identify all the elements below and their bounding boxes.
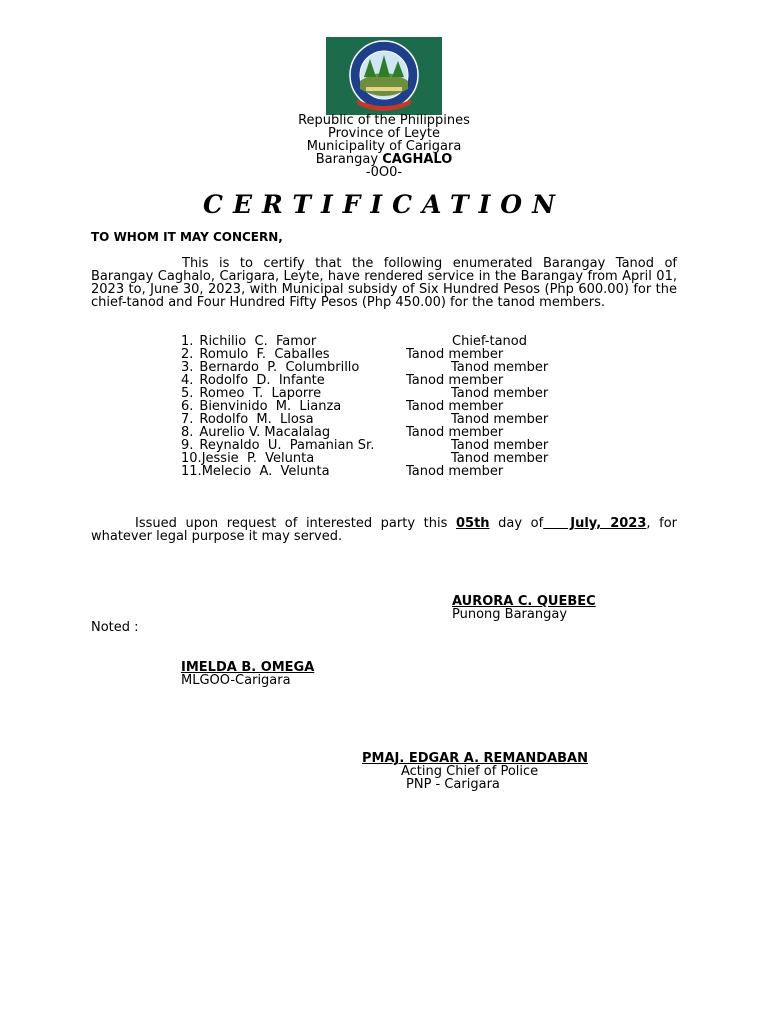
issued-day: 05th (455, 516, 490, 531)
police-name: PMAJ. EDGAR A. REMANDABAN (362, 751, 589, 766)
noted-label: Noted : (91, 620, 139, 635)
barangay-seal-icon (326, 37, 442, 115)
member-name: Bienvinido M. Lianza (199, 399, 342, 414)
member-position: Tanod member (451, 412, 549, 427)
header-municipality: Municipality of Carigara (306, 139, 462, 154)
member-name: Aurelio V. Macalalag (199, 425, 331, 440)
member-num: 5. (181, 386, 194, 401)
member-position: Tanod member (406, 464, 504, 479)
member-name: Romulo F. Caballes (199, 347, 330, 362)
member-position: Tanod member (451, 386, 549, 401)
police-signature-block (362, 752, 588, 791)
certification-body: This is to certify that the following enumerated Barangay Tanod of Barangay Caghalo, Carigara, Leyte, have rendered service in the Barangay from April 01, 2023 to, June 30, 2023, with Municipal subsidy of Six Hundred Pesos (Php 600.00) for the chief-tanod and Four Hundred Fifty Pesos (Php 450.00) for the tanod members. (91, 256, 677, 310)
mlgoo-signature-block (181, 661, 314, 687)
issued-paragraph (91, 517, 677, 543)
member-name: Reynaldo U. Pamanian Sr. (199, 438, 375, 453)
member-position: Tanod member (451, 438, 549, 453)
document-header (0, 114, 768, 179)
header-separator: -0O0- (365, 165, 403, 180)
member-num: 6. (181, 399, 194, 414)
member-name: Melecio A. Velunta (201, 464, 330, 479)
member-name: Romeo T. Laporre (199, 386, 322, 401)
member-num: 2. (181, 347, 194, 362)
issued-month: July, 2023 (543, 516, 647, 531)
member-name: Rodolfo M. Llosa (199, 412, 314, 427)
member-name: Bernardo P. Columbrillo (199, 360, 360, 375)
header-province: Province of Leyte (328, 126, 440, 141)
member-name: Rodolfo D. Infante (199, 373, 325, 388)
member-position: Tanod member (406, 373, 504, 388)
member-name: Richilio C. Famor (199, 334, 317, 349)
member-num: 8. (181, 425, 194, 440)
salutation: TO WHOM IT MAY CONCERN, (91, 230, 283, 244)
member-num: 7. (181, 412, 194, 427)
member-num: 9. (181, 438, 194, 453)
member-number-name (181, 465, 330, 478)
member-position: Tanod member (406, 425, 504, 440)
issued-text-a: Issued upon request of interested party this (135, 516, 456, 531)
mlgoo-title: MLGOO-Carigara (181, 673, 291, 688)
member-num: 1. (181, 334, 194, 349)
header-barangay-name: CAGHALO (382, 152, 453, 167)
member-num: 10. (181, 451, 202, 466)
member-num: 4. (181, 373, 194, 388)
member-num: 11. (181, 464, 202, 479)
member-num: 3. (181, 360, 194, 375)
captain-title: Punong Barangay (452, 607, 568, 622)
member-position: Tanod member (406, 399, 504, 414)
police-title: Acting Chief of Police (401, 764, 539, 779)
member-position: Tanod member (451, 451, 549, 466)
member-position: Tanod member (451, 360, 549, 375)
mlgoo-name: IMELDA B. OMEGA (181, 660, 315, 675)
issued-text-c: , for whatever legal purpose it may served. (91, 516, 677, 544)
police-office: PNP - Carigara (406, 777, 500, 792)
header-barangay-prefix: Barangay (315, 152, 379, 167)
certification-paragraph (91, 257, 677, 309)
member-position: Chief-tanod (452, 334, 527, 349)
document-title: CERTIFICATION (203, 190, 565, 219)
captain-signature-block (452, 595, 596, 621)
captain-name: AURORA C. QUEBEC (452, 594, 596, 609)
member-name: Jessie P. Velunta (201, 451, 315, 466)
issued-text-b: day of (489, 516, 544, 531)
header-republic: Republic of the Philippines (298, 113, 470, 128)
member-position: Tanod member (406, 347, 504, 362)
